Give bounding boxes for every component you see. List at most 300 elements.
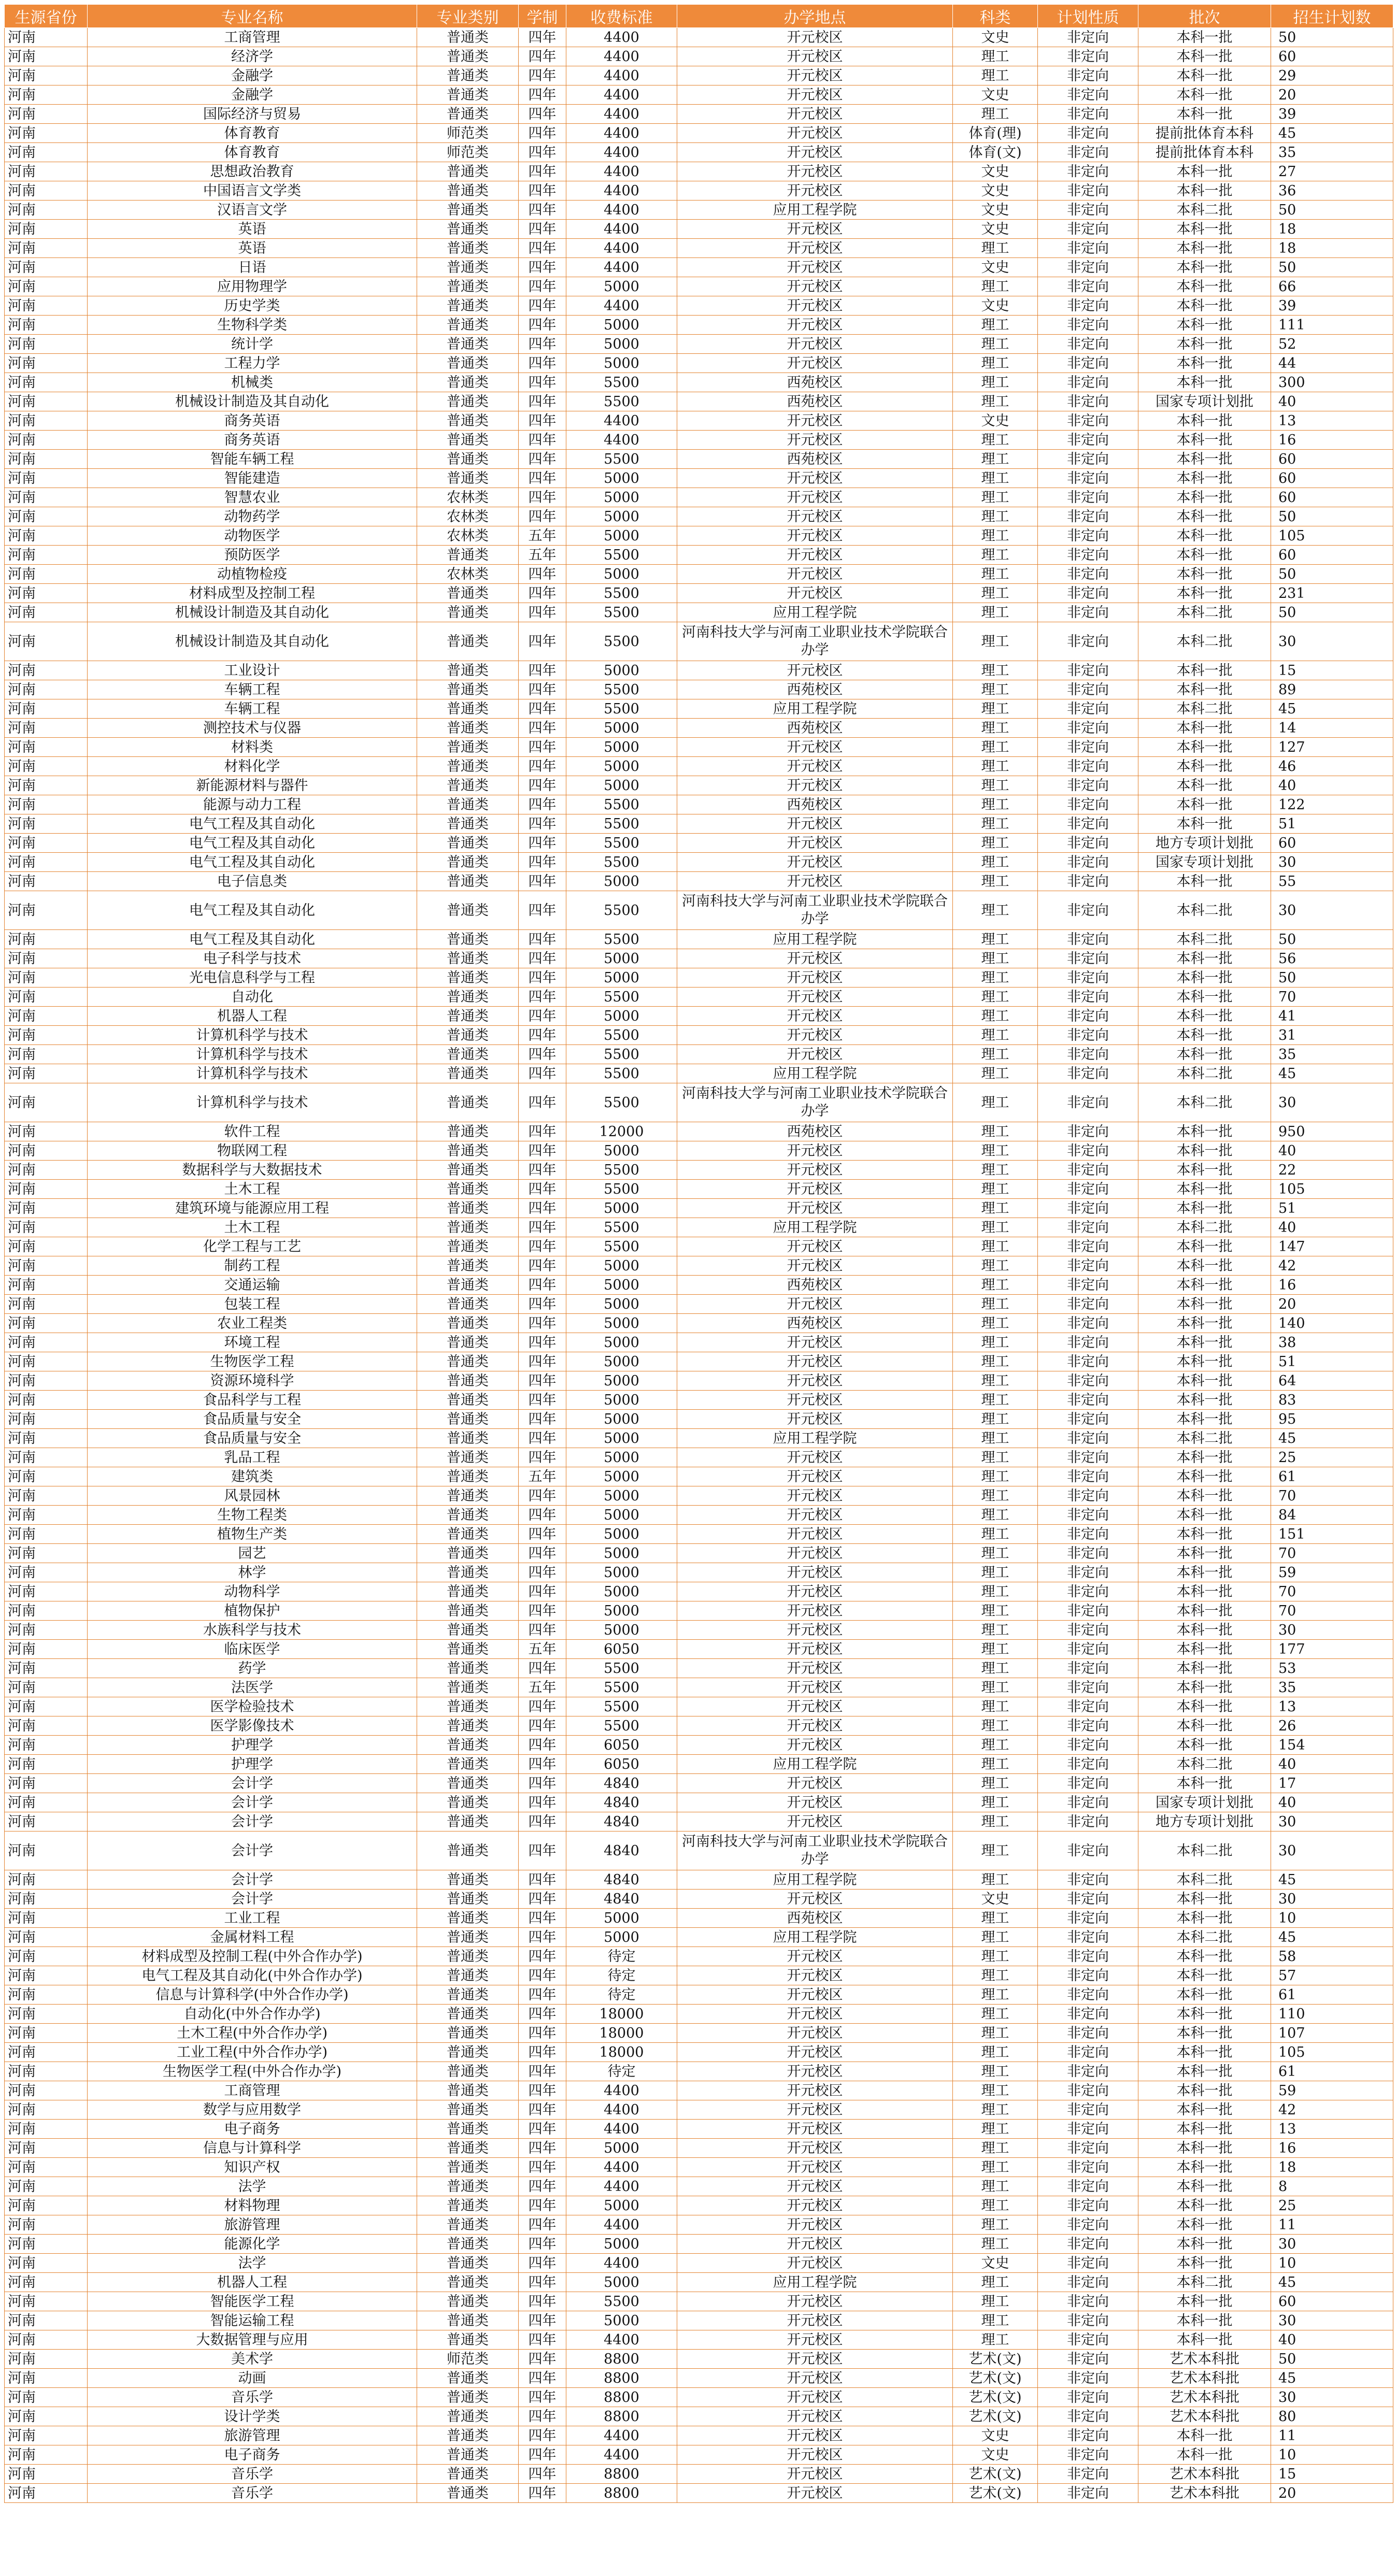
table-row (5, 2139, 1393, 2158)
cell-fee: 待定 (566, 1966, 677, 1985)
cell-fee: 5000 (566, 1007, 677, 1026)
cell-fee: 4400 (566, 2100, 677, 2120)
cell-batch: 本科一批 (1138, 28, 1271, 47)
cell-province: 河南 (5, 2081, 88, 2100)
cell-subject: 理工 (953, 2100, 1038, 2120)
cell-location: 开元校区 (677, 2465, 953, 2484)
cell-province: 河南 (5, 1064, 88, 1083)
cell-batch: 本科一批 (1138, 335, 1271, 354)
cell-location: 开元校区 (677, 1659, 953, 1678)
cell-location: 开元校区 (677, 181, 953, 201)
table-row (5, 47, 1393, 66)
cell-province: 河南 (5, 2177, 88, 2196)
cell-major: 护理学 (88, 1755, 417, 1774)
cell-location: 河南科技大学与河南工业职业技术学院联合办学 (677, 1831, 953, 1870)
cell-batch: 本科一批 (1138, 2235, 1271, 2254)
cell-quota: 50 (1271, 930, 1393, 949)
cell-location: 开元校区 (677, 757, 953, 776)
cell-duration: 四年 (519, 1966, 566, 1985)
cell-quota: 52 (1271, 335, 1393, 354)
cell-location: 开元校区 (677, 2043, 953, 2062)
column-header-batch: 批次 (1138, 5, 1271, 28)
cell-fee: 5000 (566, 1563, 677, 1582)
table-row (5, 2062, 1393, 2081)
cell-location: 开元校区 (677, 2311, 953, 2330)
cell-fee: 4400 (566, 2426, 677, 2445)
cell-duration: 四年 (519, 853, 566, 872)
cell-duration: 四年 (519, 2139, 566, 2158)
cell-category: 普通类 (417, 795, 519, 814)
cell-location: 应用工程学院 (677, 1218, 953, 1237)
cell-major: 工程力学 (88, 354, 417, 373)
cell-location: 开元校区 (677, 47, 953, 66)
cell-major: 旅游管理 (88, 2426, 417, 2445)
cell-location: 开元校区 (677, 2350, 953, 2369)
cell-major: 建筑类 (88, 1467, 417, 1486)
table-row (5, 1391, 1393, 1410)
cell-batch: 本科一批 (1138, 1199, 1271, 1218)
cell-location: 开元校区 (677, 1448, 953, 1467)
table-row (5, 2177, 1393, 2196)
cell-major: 预防医学 (88, 546, 417, 565)
table-row (5, 1966, 1393, 1985)
cell-subject: 理工 (953, 2158, 1038, 2177)
cell-major: 商务英语 (88, 431, 417, 450)
cell-quota: 45 (1271, 699, 1393, 719)
cell-fee: 8800 (566, 2465, 677, 2484)
cell-batch: 本科一批 (1138, 1007, 1271, 1026)
cell-quota: 50 (1271, 603, 1393, 622)
cell-fee: 5500 (566, 546, 677, 565)
cell-location: 开元校区 (677, 565, 953, 584)
cell-category: 普通类 (417, 201, 519, 220)
cell-province: 河南 (5, 277, 88, 296)
cell-quota: 51 (1271, 814, 1393, 834)
cell-subject: 理工 (953, 2024, 1038, 2043)
cell-location: 应用工程学院 (677, 1928, 953, 1947)
cell-location: 开元校区 (677, 1371, 953, 1391)
cell-duration: 四年 (519, 738, 566, 757)
cell-quota: 13 (1271, 411, 1393, 431)
cell-plan-type: 非定向 (1038, 296, 1138, 316)
cell-fee: 4400 (566, 105, 677, 124)
cell-duration: 四年 (519, 930, 566, 949)
cell-province: 河南 (5, 47, 88, 66)
cell-fee: 5500 (566, 392, 677, 411)
cell-quota: 15 (1271, 2465, 1393, 2484)
cell-plan-type: 非定向 (1038, 2196, 1138, 2215)
table-row (5, 105, 1393, 124)
cell-batch: 本科一批 (1138, 584, 1271, 603)
cell-batch: 本科二批 (1138, 622, 1271, 661)
cell-subject: 理工 (953, 66, 1038, 85)
table-body (5, 28, 1393, 2503)
cell-category: 普通类 (417, 28, 519, 47)
cell-plan-type: 非定向 (1038, 201, 1138, 220)
cell-major: 工商管理 (88, 2081, 417, 2100)
table-row (5, 1525, 1393, 1544)
cell-category: 普通类 (417, 1716, 519, 1736)
table-row (5, 2158, 1393, 2177)
cell-category: 普通类 (417, 335, 519, 354)
cell-province: 河南 (5, 2158, 88, 2177)
cell-fee: 5500 (566, 1045, 677, 1064)
cell-category: 普通类 (417, 930, 519, 949)
cell-major: 机械类 (88, 373, 417, 392)
cell-quota: 40 (1271, 392, 1393, 411)
cell-duration: 四年 (519, 757, 566, 776)
cell-fee: 5000 (566, 1928, 677, 1947)
table-row (5, 1486, 1393, 1506)
cell-quota: 53 (1271, 1659, 1393, 1678)
cell-duration: 四年 (519, 584, 566, 603)
cell-subject: 文史 (953, 411, 1038, 431)
table-row (5, 2388, 1393, 2407)
cell-subject: 理工 (953, 930, 1038, 949)
cell-fee: 5000 (566, 1295, 677, 1314)
table-row (5, 431, 1393, 450)
table-row (5, 220, 1393, 239)
cell-duration: 四年 (519, 2120, 566, 2139)
cell-plan-type: 非定向 (1038, 680, 1138, 699)
cell-duration: 四年 (519, 2158, 566, 2177)
cell-province: 河南 (5, 201, 88, 220)
cell-duration: 四年 (519, 680, 566, 699)
cell-location: 开元校区 (677, 2196, 953, 2215)
table-row (5, 2024, 1393, 2043)
cell-location: 开元校区 (677, 1180, 953, 1199)
table-row (5, 1736, 1393, 1755)
cell-location: 开元校区 (677, 220, 953, 239)
cell-province: 河南 (5, 1678, 88, 1697)
cell-location: 开元校区 (677, 66, 953, 85)
cell-batch: 本科一批 (1138, 1659, 1271, 1678)
cell-location: 开元校区 (677, 296, 953, 316)
cell-location: 开元校区 (677, 968, 953, 988)
table-row (5, 1256, 1393, 1276)
table-row (5, 1064, 1393, 1083)
cell-fee: 5000 (566, 2139, 677, 2158)
cell-subject: 理工 (953, 2005, 1038, 2024)
cell-subject: 理工 (953, 1295, 1038, 1314)
table-row (5, 1928, 1393, 1947)
cell-province: 河南 (5, 1601, 88, 1621)
cell-location: 开元校区 (677, 526, 953, 546)
cell-major: 车辆工程 (88, 699, 417, 719)
cell-quota: 60 (1271, 834, 1393, 853)
cell-quota: 64 (1271, 1371, 1393, 1391)
cell-fee: 4840 (566, 1831, 677, 1870)
cell-quota: 40 (1271, 1755, 1393, 1774)
cell-batch: 本科一批 (1138, 1736, 1271, 1755)
cell-plan-type: 非定向 (1038, 622, 1138, 661)
cell-duration: 四年 (519, 2426, 566, 2445)
cell-quota: 89 (1271, 680, 1393, 699)
table-row (5, 2100, 1393, 2120)
cell-batch: 艺术本科批 (1138, 2465, 1271, 2484)
cell-duration: 四年 (519, 66, 566, 85)
cell-location: 开元校区 (677, 2100, 953, 2120)
cell-batch: 本科一批 (1138, 680, 1271, 699)
cell-batch: 本科一批 (1138, 1582, 1271, 1601)
cell-category: 普通类 (417, 1352, 519, 1371)
cell-location: 开元校区 (677, 431, 953, 450)
cell-quota: 16 (1271, 2139, 1393, 2158)
cell-batch: 本科一批 (1138, 526, 1271, 546)
cell-quota: 127 (1271, 738, 1393, 757)
cell-major: 生物医学工程 (88, 1352, 417, 1371)
cell-major: 资源环境科学 (88, 1371, 417, 1391)
cell-subject: 理工 (953, 1314, 1038, 1333)
cell-subject: 理工 (953, 584, 1038, 603)
cell-plan-type: 非定向 (1038, 450, 1138, 469)
cell-quota: 40 (1271, 2330, 1393, 2350)
cell-category: 普通类 (417, 1391, 519, 1410)
cell-major: 金属材料工程 (88, 1928, 417, 1947)
cell-fee: 4400 (566, 239, 677, 258)
cell-batch: 本科一批 (1138, 1601, 1271, 1621)
table-row (5, 335, 1393, 354)
cell-plan-type: 非定向 (1038, 1506, 1138, 1525)
table-row (5, 1122, 1393, 1141)
cell-location: 开元校区 (677, 1966, 953, 1985)
cell-batch: 本科一批 (1138, 2330, 1271, 2350)
cell-duration: 四年 (519, 220, 566, 239)
table-row (5, 143, 1393, 162)
cell-fee: 4400 (566, 2215, 677, 2235)
cell-batch: 本科一批 (1138, 354, 1271, 373)
cell-location: 开元校区 (677, 834, 953, 853)
cell-batch: 本科二批 (1138, 1218, 1271, 1237)
cell-province: 河南 (5, 1448, 88, 1467)
cell-subject: 理工 (953, 1045, 1038, 1064)
cell-quota: 50 (1271, 28, 1393, 47)
cell-subject: 文史 (953, 1890, 1038, 1909)
cell-fee: 5000 (566, 1467, 677, 1486)
table-row (5, 66, 1393, 85)
table-row (5, 1083, 1393, 1122)
table-row (5, 373, 1393, 392)
table-row (5, 258, 1393, 277)
cell-fee: 5000 (566, 2273, 677, 2292)
cell-quota: 18 (1271, 239, 1393, 258)
table-row (5, 757, 1393, 776)
cell-fee: 5000 (566, 719, 677, 738)
cell-duration: 四年 (519, 1180, 566, 1199)
cell-batch: 本科二批 (1138, 1429, 1271, 1448)
table-row (5, 1180, 1393, 1199)
cell-major: 体育教育 (88, 124, 417, 143)
cell-duration: 四年 (519, 1601, 566, 1621)
cell-location: 开元校区 (677, 2445, 953, 2465)
cell-duration: 四年 (519, 2005, 566, 2024)
cell-batch: 本科一批 (1138, 431, 1271, 450)
table-row (5, 853, 1393, 872)
cell-province: 河南 (5, 1045, 88, 1064)
cell-major: 物联网工程 (88, 1141, 417, 1161)
cell-plan-type: 非定向 (1038, 1678, 1138, 1697)
cell-duration: 四年 (519, 1870, 566, 1890)
cell-location: 应用工程学院 (677, 1429, 953, 1448)
cell-plan-type: 非定向 (1038, 1199, 1138, 1218)
cell-location: 开元校区 (677, 1333, 953, 1352)
cell-major: 智慧农业 (88, 488, 417, 507)
cell-subject: 理工 (953, 1256, 1038, 1276)
cell-province: 河南 (5, 258, 88, 277)
cell-major: 土木工程 (88, 1218, 417, 1237)
cell-category: 普通类 (417, 1467, 519, 1486)
cell-quota: 30 (1271, 1831, 1393, 1870)
cell-subject: 理工 (953, 47, 1038, 66)
cell-plan-type: 非定向 (1038, 335, 1138, 354)
cell-plan-type: 非定向 (1038, 28, 1138, 47)
cell-category: 普通类 (417, 258, 519, 277)
cell-location: 应用工程学院 (677, 1755, 953, 1774)
cell-subject: 理工 (953, 392, 1038, 411)
cell-fee: 5000 (566, 1582, 677, 1601)
cell-category: 普通类 (417, 776, 519, 795)
cell-batch: 艺术本科批 (1138, 2388, 1271, 2407)
cell-subject: 理工 (953, 2292, 1038, 2311)
cell-major: 电气工程及其自动化 (88, 930, 417, 949)
cell-quota: 25 (1271, 1448, 1393, 1467)
cell-location: 开元校区 (677, 1295, 953, 1314)
cell-major: 机械设计制造及其自动化 (88, 392, 417, 411)
cell-subject: 理工 (953, 1774, 1038, 1793)
cell-province: 河南 (5, 1659, 88, 1678)
cell-province: 河南 (5, 1621, 88, 1640)
cell-major: 化学工程与工艺 (88, 1237, 417, 1256)
cell-major: 水族科学与技术 (88, 1621, 417, 1640)
table-row (5, 1716, 1393, 1736)
cell-subject: 理工 (953, 988, 1038, 1007)
cell-subject: 理工 (953, 680, 1038, 699)
cell-province: 河南 (5, 795, 88, 814)
cell-fee: 4840 (566, 1793, 677, 1812)
cell-category: 普通类 (417, 1371, 519, 1391)
cell-fee: 4400 (566, 28, 677, 47)
cell-major: 动物科学 (88, 1582, 417, 1601)
cell-subject: 理工 (953, 1621, 1038, 1640)
cell-location: 开元校区 (677, 1486, 953, 1506)
cell-category: 普通类 (417, 2024, 519, 2043)
cell-subject: 理工 (953, 795, 1038, 814)
cell-major: 音乐学 (88, 2388, 417, 2407)
cell-category: 普通类 (417, 1141, 519, 1161)
cell-fee: 5500 (566, 373, 677, 392)
cell-category: 普通类 (417, 1410, 519, 1429)
cell-province: 河南 (5, 469, 88, 488)
table-row (5, 1410, 1393, 1429)
cell-quota: 30 (1271, 1083, 1393, 1122)
cell-category: 普通类 (417, 1007, 519, 1026)
cell-fee: 4400 (566, 2081, 677, 2100)
cell-subject: 理工 (953, 335, 1038, 354)
cell-duration: 四年 (519, 1697, 566, 1716)
cell-fee: 4840 (566, 1870, 677, 1890)
cell-major: 医学影像技术 (88, 1716, 417, 1736)
table-row (5, 2484, 1393, 2503)
column-header-quota: 招生计划数 (1271, 5, 1393, 28)
cell-batch: 本科一批 (1138, 2426, 1271, 2445)
table-row (5, 2235, 1393, 2254)
cell-category: 普通类 (417, 2292, 519, 2311)
cell-category: 普通类 (417, 1947, 519, 1966)
cell-batch: 本科一批 (1138, 488, 1271, 507)
cell-plan-type: 非定向 (1038, 699, 1138, 719)
cell-location: 开元校区 (677, 277, 953, 296)
cell-province: 河南 (5, 239, 88, 258)
cell-major: 旅游管理 (88, 2215, 417, 2235)
table-row (5, 1890, 1393, 1909)
cell-quota: 56 (1271, 949, 1393, 968)
cell-province: 河南 (5, 1391, 88, 1410)
cell-subject: 理工 (953, 719, 1038, 738)
cell-plan-type: 非定向 (1038, 1755, 1138, 1774)
cell-duration: 四年 (519, 2177, 566, 2196)
cell-plan-type: 非定向 (1038, 2235, 1138, 2254)
cell-location: 应用工程学院 (677, 1870, 953, 1890)
cell-major: 材料类 (88, 738, 417, 757)
table-row (5, 316, 1393, 335)
table-row (5, 2254, 1393, 2273)
table-row (5, 603, 1393, 622)
cell-category: 普通类 (417, 853, 519, 872)
cell-category: 普通类 (417, 1793, 519, 1812)
cell-duration: 四年 (519, 719, 566, 738)
table-row (5, 988, 1393, 1007)
cell-batch: 本科一批 (1138, 1909, 1271, 1928)
table-row (5, 1026, 1393, 1045)
cell-fee: 5000 (566, 1506, 677, 1525)
cell-subject: 理工 (953, 1410, 1038, 1429)
cell-location: 开元校区 (677, 776, 953, 795)
cell-category: 普通类 (417, 2273, 519, 2292)
cell-category: 普通类 (417, 1621, 519, 1640)
cell-major: 数学与应用数学 (88, 2100, 417, 2120)
cell-province: 河南 (5, 1716, 88, 1736)
cell-category: 农林类 (417, 526, 519, 546)
cell-major: 会计学 (88, 1812, 417, 1831)
cell-province: 河南 (5, 507, 88, 526)
table-row (5, 1755, 1393, 1774)
cell-province: 河南 (5, 1563, 88, 1582)
cell-province: 河南 (5, 2120, 88, 2139)
cell-batch: 本科一批 (1138, 757, 1271, 776)
cell-subject: 理工 (953, 738, 1038, 757)
cell-fee: 5500 (566, 930, 677, 949)
cell-category: 普通类 (417, 1697, 519, 1716)
table-row (5, 1314, 1393, 1333)
cell-fee: 4400 (566, 2330, 677, 2350)
cell-major: 电气工程及其自动化 (88, 814, 417, 834)
cell-category: 普通类 (417, 949, 519, 968)
cell-duration: 四年 (519, 699, 566, 719)
cell-category: 普通类 (417, 1218, 519, 1237)
cell-location: 开元校区 (677, 2235, 953, 2254)
cell-subject: 理工 (953, 776, 1038, 795)
cell-category: 普通类 (417, 2177, 519, 2196)
cell-province: 河南 (5, 699, 88, 719)
cell-quota: 14 (1271, 719, 1393, 738)
cell-batch: 本科一批 (1138, 1947, 1271, 1966)
cell-category: 普通类 (417, 1161, 519, 1180)
cell-batch: 本科一批 (1138, 872, 1271, 891)
cell-duration: 四年 (519, 1064, 566, 1083)
cell-plan-type: 非定向 (1038, 565, 1138, 584)
cell-location: 开元校区 (677, 469, 953, 488)
cell-location: 应用工程学院 (677, 1064, 953, 1083)
